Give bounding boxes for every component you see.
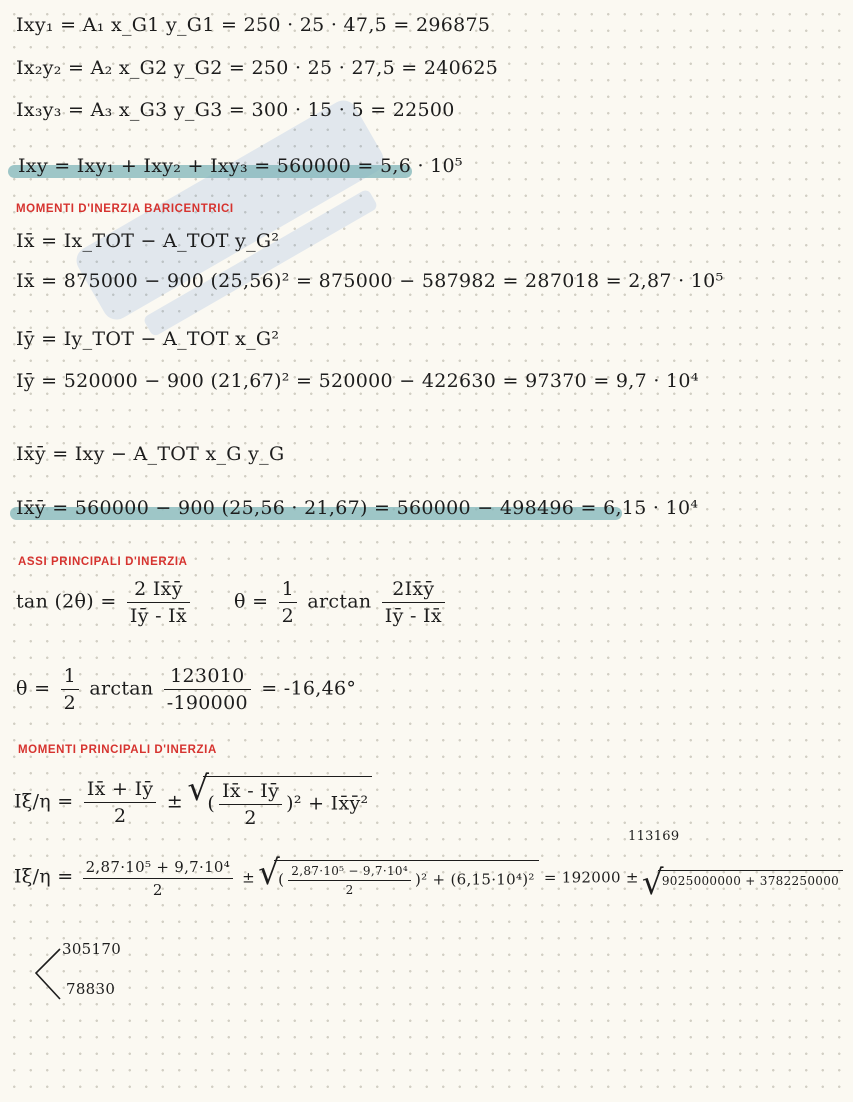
line-ix-value: Ix̄ = 875000 − 900 (25,56)² = 875000 − 587982 = 287018 = 2,87 · 10⁵ bbox=[16, 270, 724, 292]
tan-fraction: $\frac{2 Ix̄ȳ}{Iȳ - Ix̄}$ bbox=[127, 578, 190, 627]
ieta-value-root: √ ( $\frac{\text{2,87·10⁵ − 9,7·10⁴}}{2}$ )² + (6,15·10⁴)² bbox=[274, 860, 539, 897]
theta-result: = -16,46° bbox=[261, 677, 357, 700]
annotation-113169: 113169 bbox=[628, 829, 680, 844]
ieta-root: √ ( $\frac{Ix̄ - Iȳ}{2}$ )² + Ix̄ȳ² bbox=[203, 776, 372, 829]
theta-fraction: $\frac{2Ix̄ȳ}{Iȳ - Ix̄}$ bbox=[382, 578, 445, 627]
heading-momenti-principali: MOMENTI PRINCIPALI D'INERZIA bbox=[18, 744, 217, 756]
line-ixy-total: Ixy = Ixy₁ + Ixy₂ + Ixy₃ = 560000 = 5,6 · 10⁵ bbox=[18, 155, 463, 177]
line-ixy1: Ixy₁ = A₁ x_G1 y_G1 = 250 · 25 · 47,5 = 296875 bbox=[16, 14, 491, 36]
formula-theta bbox=[234, 578, 449, 627]
line-ix-formula: Ix̄ = Ix_TOT − A_TOT y_G² bbox=[16, 230, 280, 252]
line-ixy3: Ix₃y₃ = A₃ x_G3 y_G3 = 300 · 15 · 5 = 22500 bbox=[16, 99, 455, 121]
result-branch-icon bbox=[30, 945, 62, 1003]
arctan-label: arctan bbox=[307, 590, 372, 613]
result-max: 305170 bbox=[62, 940, 122, 958]
result-min: 78830 bbox=[66, 980, 116, 998]
tan-label: tan (2θ) = bbox=[16, 590, 117, 613]
ieta-value-sqrt: √ 9025000000 + 3782250000 bbox=[658, 870, 843, 888]
line-iy-formula: Iȳ = Iy_TOT − A_TOT x_G² bbox=[16, 328, 280, 350]
line-iy-value: Iȳ = 520000 − 900 (21,67)² = 520000 − 422630 = 97370 = 9,7 · 10⁴ bbox=[16, 370, 699, 392]
line-ixy2: Ix₂y₂ = A₂ x_G2 y_G2 = 250 · 25 · 27,5 = 240625 bbox=[16, 57, 499, 79]
heading-assi: ASSI PRINCIPALI D'INERZIA bbox=[18, 556, 188, 568]
formula-theta-value: θ = $\frac{1}{2}$ arctan $\frac{123010}{-190000}$ = -16,46° bbox=[16, 665, 357, 714]
theta-value-fraction: $\frac{123010}{-190000}$ bbox=[164, 665, 251, 714]
heading-baricentrici: MOMENTI D'INERZIA BARICENTRICI bbox=[16, 203, 234, 215]
formula-ieta-value: Iξ/η = $\frac{\text{2,87·10⁵ + 9,7·10⁴}}{2}$ ± √ ( $\frac{\text{2,87·10⁵ − 9,7·10⁴}}{2}$ )² + (6,15·10⁴)² = 192000 ± √ 9025000000 + 3782250000 bbox=[14, 858, 843, 899]
theta-label: θ = bbox=[234, 590, 269, 613]
formula-tan bbox=[16, 578, 194, 627]
formula-ieta: Iξ/η = $\frac{Ix̄ + Iȳ}{2}$ ± √ ( $\frac{Ix̄ - Iȳ}{2}$ )² + Ix̄ȳ² bbox=[14, 776, 372, 829]
line-ixy-bar-formula: Ix̄ȳ = Ixy − A_TOT x_G y_G bbox=[16, 443, 285, 465]
line-ixy-bar-value: Ix̄ȳ = 560000 − 900 (25,56 · 21,67) = 560000 − 498496 = 6,15 · 10⁴ bbox=[16, 497, 699, 519]
half-fraction: $\frac{1}{2}$ bbox=[279, 578, 297, 627]
